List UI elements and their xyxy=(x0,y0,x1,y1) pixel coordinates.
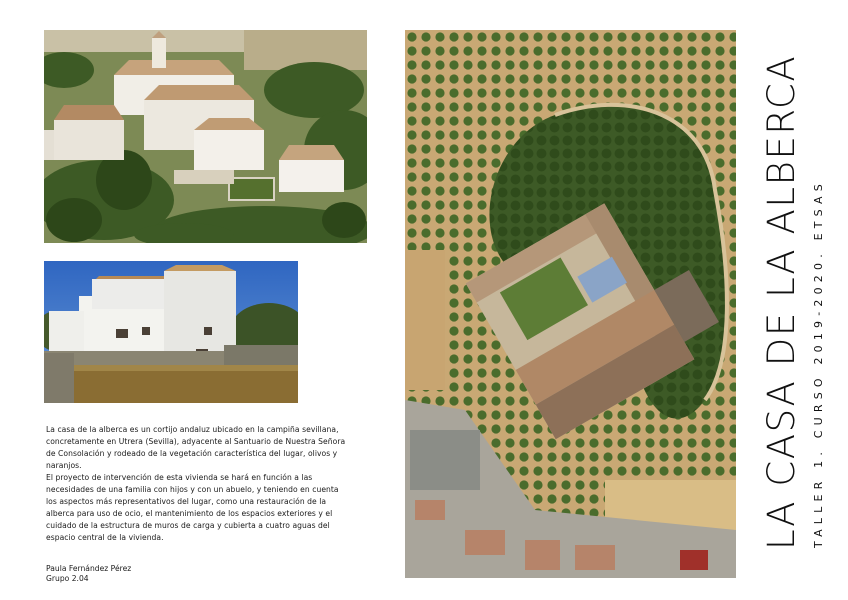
author-block xyxy=(46,564,131,584)
satellite-image xyxy=(405,30,736,578)
description-paragraph: La casa de la alberca es un cortijo andaluz ubicado en la campiña sevillana, concretamente en Utrera (Sevilla), adyacente al Santuario de Nuestra Señora de Consolación y rodeado de la vegetación característica del lugar, olivos y naranjos. xyxy=(46,425,346,470)
author-name: Paula Fernández Pérez xyxy=(46,564,132,573)
page-title: LA CASA DE LA ALBERCA xyxy=(760,54,803,550)
aerial-photo-farmhouse xyxy=(44,30,367,243)
project-description xyxy=(46,424,346,544)
author-group: Grupo 2.04 xyxy=(46,574,89,583)
page-subtitle: TALLER 1. CURSO 2019-2020. ETSAS xyxy=(812,179,825,548)
description-paragraph: El proyecto de intervención de esta vivienda se hará en función a las necesidades de una familia con hijos y con un abuelo, y teniendo en cuenta los aspectos más representativos del lugar, como una restauración de la alberca para uso de ocio, el mantenimiento de los espacios exteriores y el cuidado de la estructura de muros de carga y cubierta a cuatro aguas del espacio central de la vivienda. xyxy=(46,473,339,542)
pond-house-photo xyxy=(44,261,298,403)
